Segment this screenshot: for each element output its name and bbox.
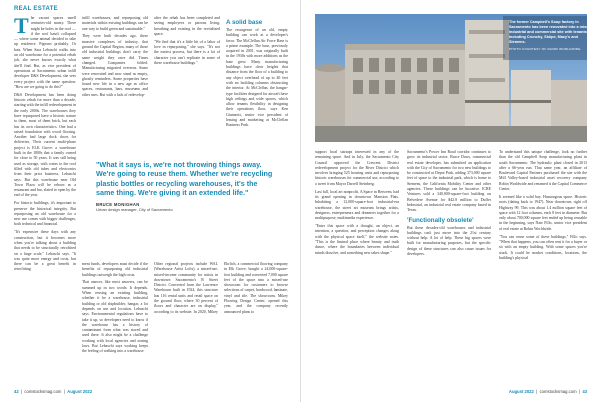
article-column-5-top — [226, 16, 288, 154]
subheading: 'Functionally obsolete' — [407, 216, 474, 224]
paragraph: It seemed like a solid buy. Humongous space. Historic roots (dating back to 1947). Near downtown, right off Highway 99. This was about 1.4 million square feet of space with 12 foot columns, each 8 feet in diameter. But only about 700,000 square feet ended up being reusable in the beginning, says Nate Fillo, senior vice president of real estate at Robin Worldwide. — [499, 194, 587, 231]
paragraph: They were built decades ago, these massive complexes of industry, that ground the Capital Region, many of those old industrial buildings don't carry the same weight they once did. Times changed. Companies folded. Manufacturing migrated overseas. Some were renovated and now stand as empty, ghostly reminders. Some properties have found new life in a new age as office spaces, restaurants, bars, museums and other uses. But with a lack of redevelop- — [82, 34, 148, 97]
article-column-8 — [499, 150, 587, 386]
paragraph: "You can reuse some of these buildings," Fillo says. "When that happens, you can often rent it for a buyer or sit with an empty building. With some spaces you're stuck. It could be market conditions, locations, the building's physical — [499, 234, 587, 260]
article-column-4-bottom — [154, 262, 288, 384]
article-column-2 — [82, 16, 148, 154]
article-column-7 — [407, 150, 491, 386]
paragraph: support local startups interested in any of the remaining space. And in July, the Sacramento City Council approved the Crescent District redevelopment project for the River District which involves bringing 525 housing units and repurposing historic warehouses for commercial use, according to a tweet from Mayor Darrell Steinberg. — [315, 150, 399, 186]
article-column-3 — [82, 262, 148, 384]
paragraph: "Enter this space with a thought, an object, an intention, a question, and perception changes along with the physical space itself," the website notes. "This is the liminal place where beauty and truth dance, where the boundaries between individual minds dissolve, and something new takes shape." — [315, 224, 399, 255]
paragraph: Last fall, local art nonprofit, A Space in Between, had its grand opening in downtown Mansion Flats. Inhabiting a 12,000-square-foot industrial-era warehouse, the street art museum brings artists, designers, entrepreneurs and dreamers together for a multipurpose, multimedia experience. — [315, 189, 399, 221]
site-url: comstocksmag.com — [539, 389, 577, 394]
paragraph: For historic buildings, it's important to preserve the historical integrity. But repurposing an old warehouse for a new use comes with bigger challenges, both technical and financial. — [14, 201, 76, 227]
paragraph: "We find that it's a little bit of a labor of love in repurposing," she says. "It's not the easiest process, but there is a lot of character you can't replicate in some of these warehouse buildings." — [154, 39, 220, 65]
article-column-4-top — [154, 16, 220, 154]
page-number: 42 — [14, 389, 19, 394]
photo-caption — [509, 20, 593, 52]
pull-quote-author: BRUCE MONIGHAN — [96, 201, 140, 207]
footer-left: 42 | comstocksmag.com | August 2022 — [14, 389, 93, 394]
paragraph: That answer, like most answers, can be summed up in two words: It depends. When reusing an existing building, whether it be a warehouse, industrial building or old shipbuilder, hangar, a lot depends on use and location, Lebaschi says. Environmental regulations have to take it up, so developers need to know if the warehouse has a history of contaminant from what was stored and used there. It also might be a challenge working with local agencies and zoning laws. But Lebaschi says working keeps the feeling of walking into a warehouse — [82, 280, 148, 354]
pull-quote — [96, 160, 276, 212]
paragraph: infill warehouses, and repurposing old materials within existing buildings can be one way to build green and sustainable." — [82, 16, 148, 31]
right-page — [300, 0, 600, 402]
issue-date: August 2022 — [67, 389, 93, 394]
drop-cap: T — [14, 16, 29, 38]
subheading: A solid base — [226, 19, 263, 26]
paragraph: he vacant spaces smell centuries-old musty. There might be holes in the roof — if the roof hasn't collapsed — where some animal decided to take up residence. Pigeons probably. Or bats. When Sara Lebaschi walks into an old warehouse for a potential rehab job, she never knows exactly what she'll find. But, as vice president of operations at Sacramento urban infill developer D&S Development, she sees every project with the same question: "How are we going to do this?" — [14, 16, 76, 89]
section-tag: REAL ESTATE — [14, 6, 58, 12]
paragraph: after the rehab has been completed and seeing employees or patrons living, breathing and existing in the revitalized space. — [154, 16, 220, 36]
paragraph: But these decades-old warehouses and industrial buildings can't just move into the 21st century without help. A lot of help. These big spaces were built for manufacturing purposes, but the specific design of these structures can also cause issues for developers. — [407, 225, 491, 257]
paragraph: ment funds, developers must decide if the benefits of repurposing old industrial buildings outweigh the high costs. — [82, 262, 148, 277]
paragraph: To understand this unique challenge, look no further than the old Campbell Soup manufacturing plant in south Sacramento. The hydraulic plant closed in 2013 after a 66-year run. That same year, an affiliate of Boulevard Capital Partners purchased the site with the Mill Valley-based industrial asset recovery company Robin Worldwide and renamed it the Capital Commerce Center. — [499, 150, 587, 192]
issue-date: August 2022 — [508, 389, 534, 394]
paragraph: The resurgence of an old, empty building can work at a developer's favor. The McClellan Air Force Base is a prime example. The base, previously acquired in 2001, was originally built in the 1930s with more additions as the base grew. Many manufacturing buildings have clear heights that distance from the floor of a building to any object overhead of up to 40 feet with no building columns obstructing the interior. At McClellan, the hangar-type facilities designed for aircraft have high ceilings and wide spaces, which allow tenants flexibility in designing their operations floor, says Ken Giannotti, senior vice president of leasing and marketing at McClellan Business Park. — [226, 28, 288, 128]
pull-quote-text: "What it says is, we're not throwing things away. We're going to reuse them. Whether we're recycling plastic bottles or recycling warehouses, it's the same thing. We're giving it an extended life." — [96, 160, 273, 198]
page-number: 43 — [582, 389, 587, 394]
photo-credit: PHOTO COURTESY OF RANDI WORLDWIDE — [509, 47, 581, 51]
paragraph: Sacramento's Power Inn Road corridor continues to grow its industrial sector. Bruce Daws, commercial real estate developer, has submitted an application with the City of Sacramento for two new buildings to be constructed at Depot Park, adding 373,000 square feet of space to the industrial park, which is home to Siemens, the California Mobility Center and other agencies. These buildings can be lucrative. ICRE Ventures sold a 340,000-square-foot building on Belvedere Avenue for $42.8 million to Duffer Industrial, an industrial real estate company based in Texas. — [407, 150, 491, 213]
paragraph: Other regional projects include WAL (Warehouse Artist Lofts), a mixed-use, mixed-income community for artists in downtown Sacramento's R Street District. Converted from the Lawrence Warehouse built in 1924, this structure has 116 rental units and retail space on the ground floor, where 30 percent of floors and character are on display," according to its website. In 2020, Mikey Ehrlich, a commercial flooring company in Elk Grove, bought a 24,000-square-foot building and converted 7,000 square feet of the space into a mixed-use showroom for customers to browse selections of carpet, hardwood, laminate, vinyl and tile. The showroom, Mikey Flooring Design Center, opened this year, and the company recently announced plans to — [154, 262, 288, 314]
caption-text: The former Campbell's Soup factory in Sacramento has been renovated into a mixed industrial and commercial site with tenants including Crunchy, Sköpe, Macy's and Siemens. — [509, 20, 591, 44]
article-column-6 — [315, 150, 399, 386]
footer-right: August 2022 | comstocksmag.com | 43 — [508, 389, 587, 394]
paragraph: "It's expensive these days with any construction, but it becomes more when you're talking about a building that needs to be structurally retrofitted on a large scale," Lebaschi says. "It was quite more energy and costs, but there can be a great benefit in retrofitting — [14, 230, 76, 272]
paragraph: D&S Development has been doing historic rehab for more than a decade, starting with the infill redevelopment in the early 2000s. The warehouses they have repurposed have a historic nature to them, most of them brick, but each has its own characteristics. One had a raised foundation with wood flooring. Another had large dock doors for deliveries. Their current multi-phase project is ELK Grove: a warehouse built in the 1800s that a family owned for close to 50 years. It was still being used as storage, with crates to the roof filled with old tubes and electronics from their prior business, Lebaschi says. But this warehouse near Old Town Plaza will be reborn as a restaurant and bar, slated to open by the end of the year. — [14, 92, 76, 198]
site-url: comstocksmag.com — [24, 389, 62, 394]
article-column-1 — [14, 16, 76, 384]
pull-quote-role: Urban design manager, City of Sacramento — [96, 206, 173, 212]
